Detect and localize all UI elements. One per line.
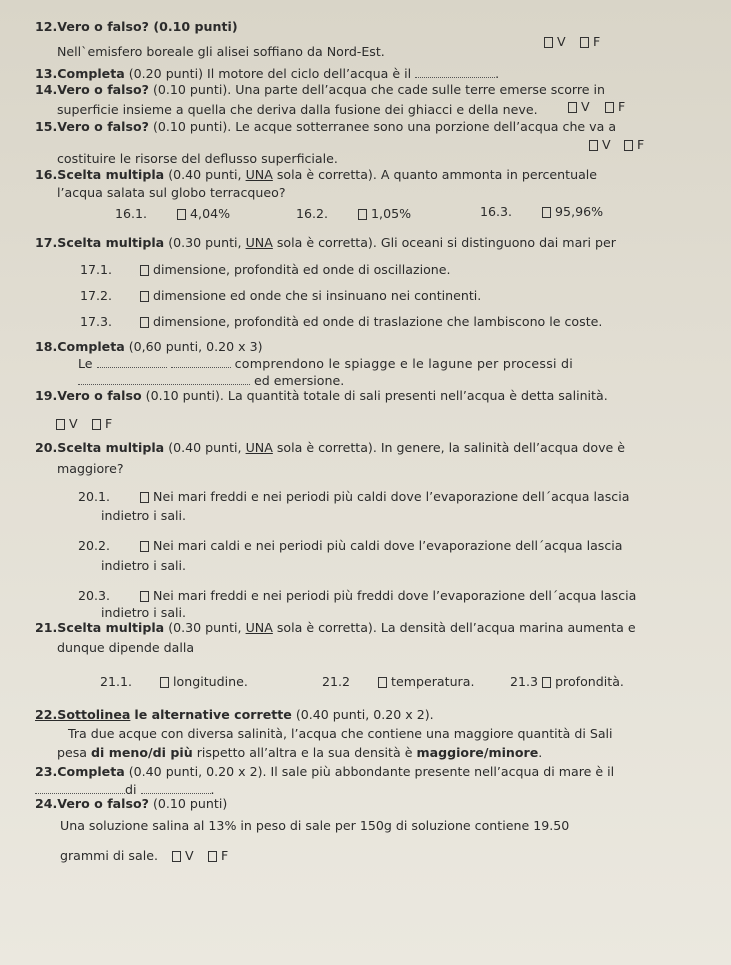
q20-line: 20.Scelta multipla (0.40 punti, UNA sola è corretta). In genere, la salinità dell’acqua dove è	[35, 440, 626, 455]
q18-blank-1[interactable]	[97, 357, 167, 368]
q20-option-1[interactable]: 20.1. Nei mari freddi e nei periodi più caldi dove l’evaporazione dell´acqua lascia	[78, 489, 630, 504]
q15-line: 15.Vero o falso? (0.10 punti). Le acque sotterranee sono una porzione dell’acqua che va a	[35, 119, 617, 134]
q24-false-option[interactable]: F	[208, 848, 228, 863]
q19-false-option[interactable]: F	[92, 416, 112, 431]
q13-blank[interactable]	[415, 67, 495, 78]
q17-option-2-checkbox[interactable]	[140, 291, 149, 302]
q18-line: 18.Completa (0,60 punti, 0.20 x 3)	[35, 339, 263, 354]
q15-text2: costituire le risorse del deflusso superficiale.	[57, 151, 338, 166]
q17-option-3-checkbox[interactable]	[140, 317, 149, 328]
q19-false-checkbox[interactable]	[92, 419, 101, 430]
q12-true-option[interactable]: V	[544, 34, 566, 49]
q24-line: 24.Vero o falso? (0.10 punti)	[35, 796, 228, 811]
q21-option-3-checkbox[interactable]	[542, 677, 551, 688]
q16-option-3[interactable]: 16.3. 95,96%	[480, 204, 604, 219]
q12-false-checkbox[interactable]	[580, 37, 589, 48]
q18-blank-2[interactable]	[171, 357, 231, 368]
q21-option-1[interactable]: 21.1. longitudine.	[100, 674, 248, 689]
q15-false-option[interactable]: F	[624, 137, 644, 152]
q14-true-option[interactable]: V	[568, 99, 590, 114]
q19-line: 19.Vero o falso (0.10 punti). La quantità totale di sali presenti nell’acqua è detta salinità.	[35, 388, 608, 403]
q21-option-1-checkbox[interactable]	[160, 677, 169, 688]
q16-option-1-checkbox[interactable]	[177, 209, 186, 220]
q17-option-1[interactable]: 17.1. dimensione, profondità ed onde di oscillazione.	[80, 262, 451, 277]
q20-text2: maggiore?	[57, 461, 124, 476]
q21-text2: dunque dipende dalla	[57, 640, 195, 655]
q15-true-checkbox[interactable]	[589, 140, 598, 151]
q19-true-option[interactable]: V	[56, 416, 78, 431]
q18-blank-3[interactable]	[78, 374, 250, 385]
q22-choice-1[interactable]: di meno/di più	[91, 745, 193, 760]
q20-option-3[interactable]: 20.3. Nei mari freddi e nei periodi più freddi dove l’evaporazione dell´acqua lascia	[78, 588, 637, 603]
q15-true-option[interactable]: V	[589, 137, 611, 152]
q21-line: 21.Scelta multipla (0.30 punti, UNA sola è corretta). La densità dell’acqua marina aumenta e	[35, 620, 636, 635]
q23-blank-1[interactable]	[35, 783, 125, 794]
q22-line2: Tra due acque con diversa salinità, l’acqua che contiene una maggiore quantità di Sali	[68, 726, 613, 741]
q16-line: 16.Scelta multipla (0.40 punti, UNA sola è corretta). A quanto ammonta in percentuale	[35, 167, 598, 182]
q22-choice-2[interactable]: maggiore/minore	[416, 745, 539, 760]
q22-line3: pesa di meno/di più rispetto all’altra e la sua densità è maggiore/minore.	[57, 745, 543, 760]
q14-text2: superficie insieme a quella che deriva dalla fusione dei ghiacci e della neve.	[57, 102, 538, 117]
q12-title: 12.Vero o falso? (0.10 punti)	[35, 19, 238, 34]
q17-option-3[interactable]: 17.3. dimensione, profondità ed onde di traslazione che lambiscono le coste.	[80, 314, 603, 329]
q20-option-2[interactable]: 20.2. Nei mari caldi e nei periodi più caldi dove l’evaporazione dell´acqua lascia	[78, 538, 623, 553]
q14-true-checkbox[interactable]	[568, 102, 577, 113]
q16-option-2[interactable]: 16.2. 1,05%	[296, 206, 412, 221]
q12-text: Nell`emisfero boreale gli alisei soffiano da Nord-Est.	[57, 44, 385, 59]
q19-true-checkbox[interactable]	[56, 419, 65, 430]
q16-text2: l’acqua salata sul globo terracqueo?	[57, 185, 286, 200]
q12-false-option[interactable]: F	[580, 34, 600, 49]
q14-false-option[interactable]: F	[605, 99, 625, 114]
q24-text2: grammi di sale.	[60, 848, 158, 863]
q20-option-3-cont: indietro i sali.	[101, 605, 187, 620]
q21-option-2[interactable]: 21.2 temperatura.	[322, 674, 475, 689]
q16-option-3-checkbox[interactable]	[542, 207, 551, 218]
q24-true-option[interactable]: V	[172, 848, 194, 863]
q20-option-3-checkbox[interactable]	[140, 591, 149, 602]
q18-text3: ed emersione.	[78, 373, 344, 388]
q23-blanks: di .	[35, 782, 215, 797]
q23-blank-2[interactable]	[141, 783, 211, 794]
q20-option-2-checkbox[interactable]	[140, 541, 149, 552]
q20-option-2-cont: indietro i sali.	[101, 558, 187, 573]
q17-line: 17.Scelta multipla (0.30 punti, UNA sola è corretta). Gli oceani si distinguono dai mari per	[35, 235, 616, 250]
q17-option-2[interactable]: 17.2. dimensione ed onde che si insinuano nei continenti.	[80, 288, 482, 303]
q13-line: 13.Completa (0.20 punti) Il motore del ciclo dell’acqua è il .	[35, 66, 500, 81]
q15-false-checkbox[interactable]	[624, 140, 633, 151]
q24-text: Una soluzione salina al 13% in peso di sale per 150g di soluzione contiene 19.50	[60, 818, 570, 833]
q20-option-1-cont: indietro i sali.	[101, 508, 187, 523]
q24-false-checkbox[interactable]	[208, 851, 217, 862]
q17-option-1-checkbox[interactable]	[140, 265, 149, 276]
q14-line: 14.Vero o falso? (0.10 punti). Una parte dell’acqua che cade sulle terre emerse scorre in	[35, 82, 605, 97]
q18-text2: Le comprendono le spiagge e le lagune per processi di	[78, 356, 574, 371]
q21-option-3[interactable]: 21.3 profondità.	[510, 674, 624, 689]
q14-false-checkbox[interactable]	[605, 102, 614, 113]
q22-line: 22.Sottolinea le alternative corrette (0.40 punti, 0.20 x 2).	[35, 707, 434, 722]
q12-true-checkbox[interactable]	[544, 37, 553, 48]
q20-option-1-checkbox[interactable]	[140, 492, 149, 503]
q23-line: 23.Completa (0.40 punti, 0.20 x 2). Il sale più abbondante presente nell’acqua di mare è il	[35, 764, 615, 779]
q24-true-checkbox[interactable]	[172, 851, 181, 862]
q21-option-2-checkbox[interactable]	[378, 677, 387, 688]
q16-option-2-checkbox[interactable]	[358, 209, 367, 220]
q16-option-1[interactable]: 16.1. 4,04%	[115, 206, 231, 221]
